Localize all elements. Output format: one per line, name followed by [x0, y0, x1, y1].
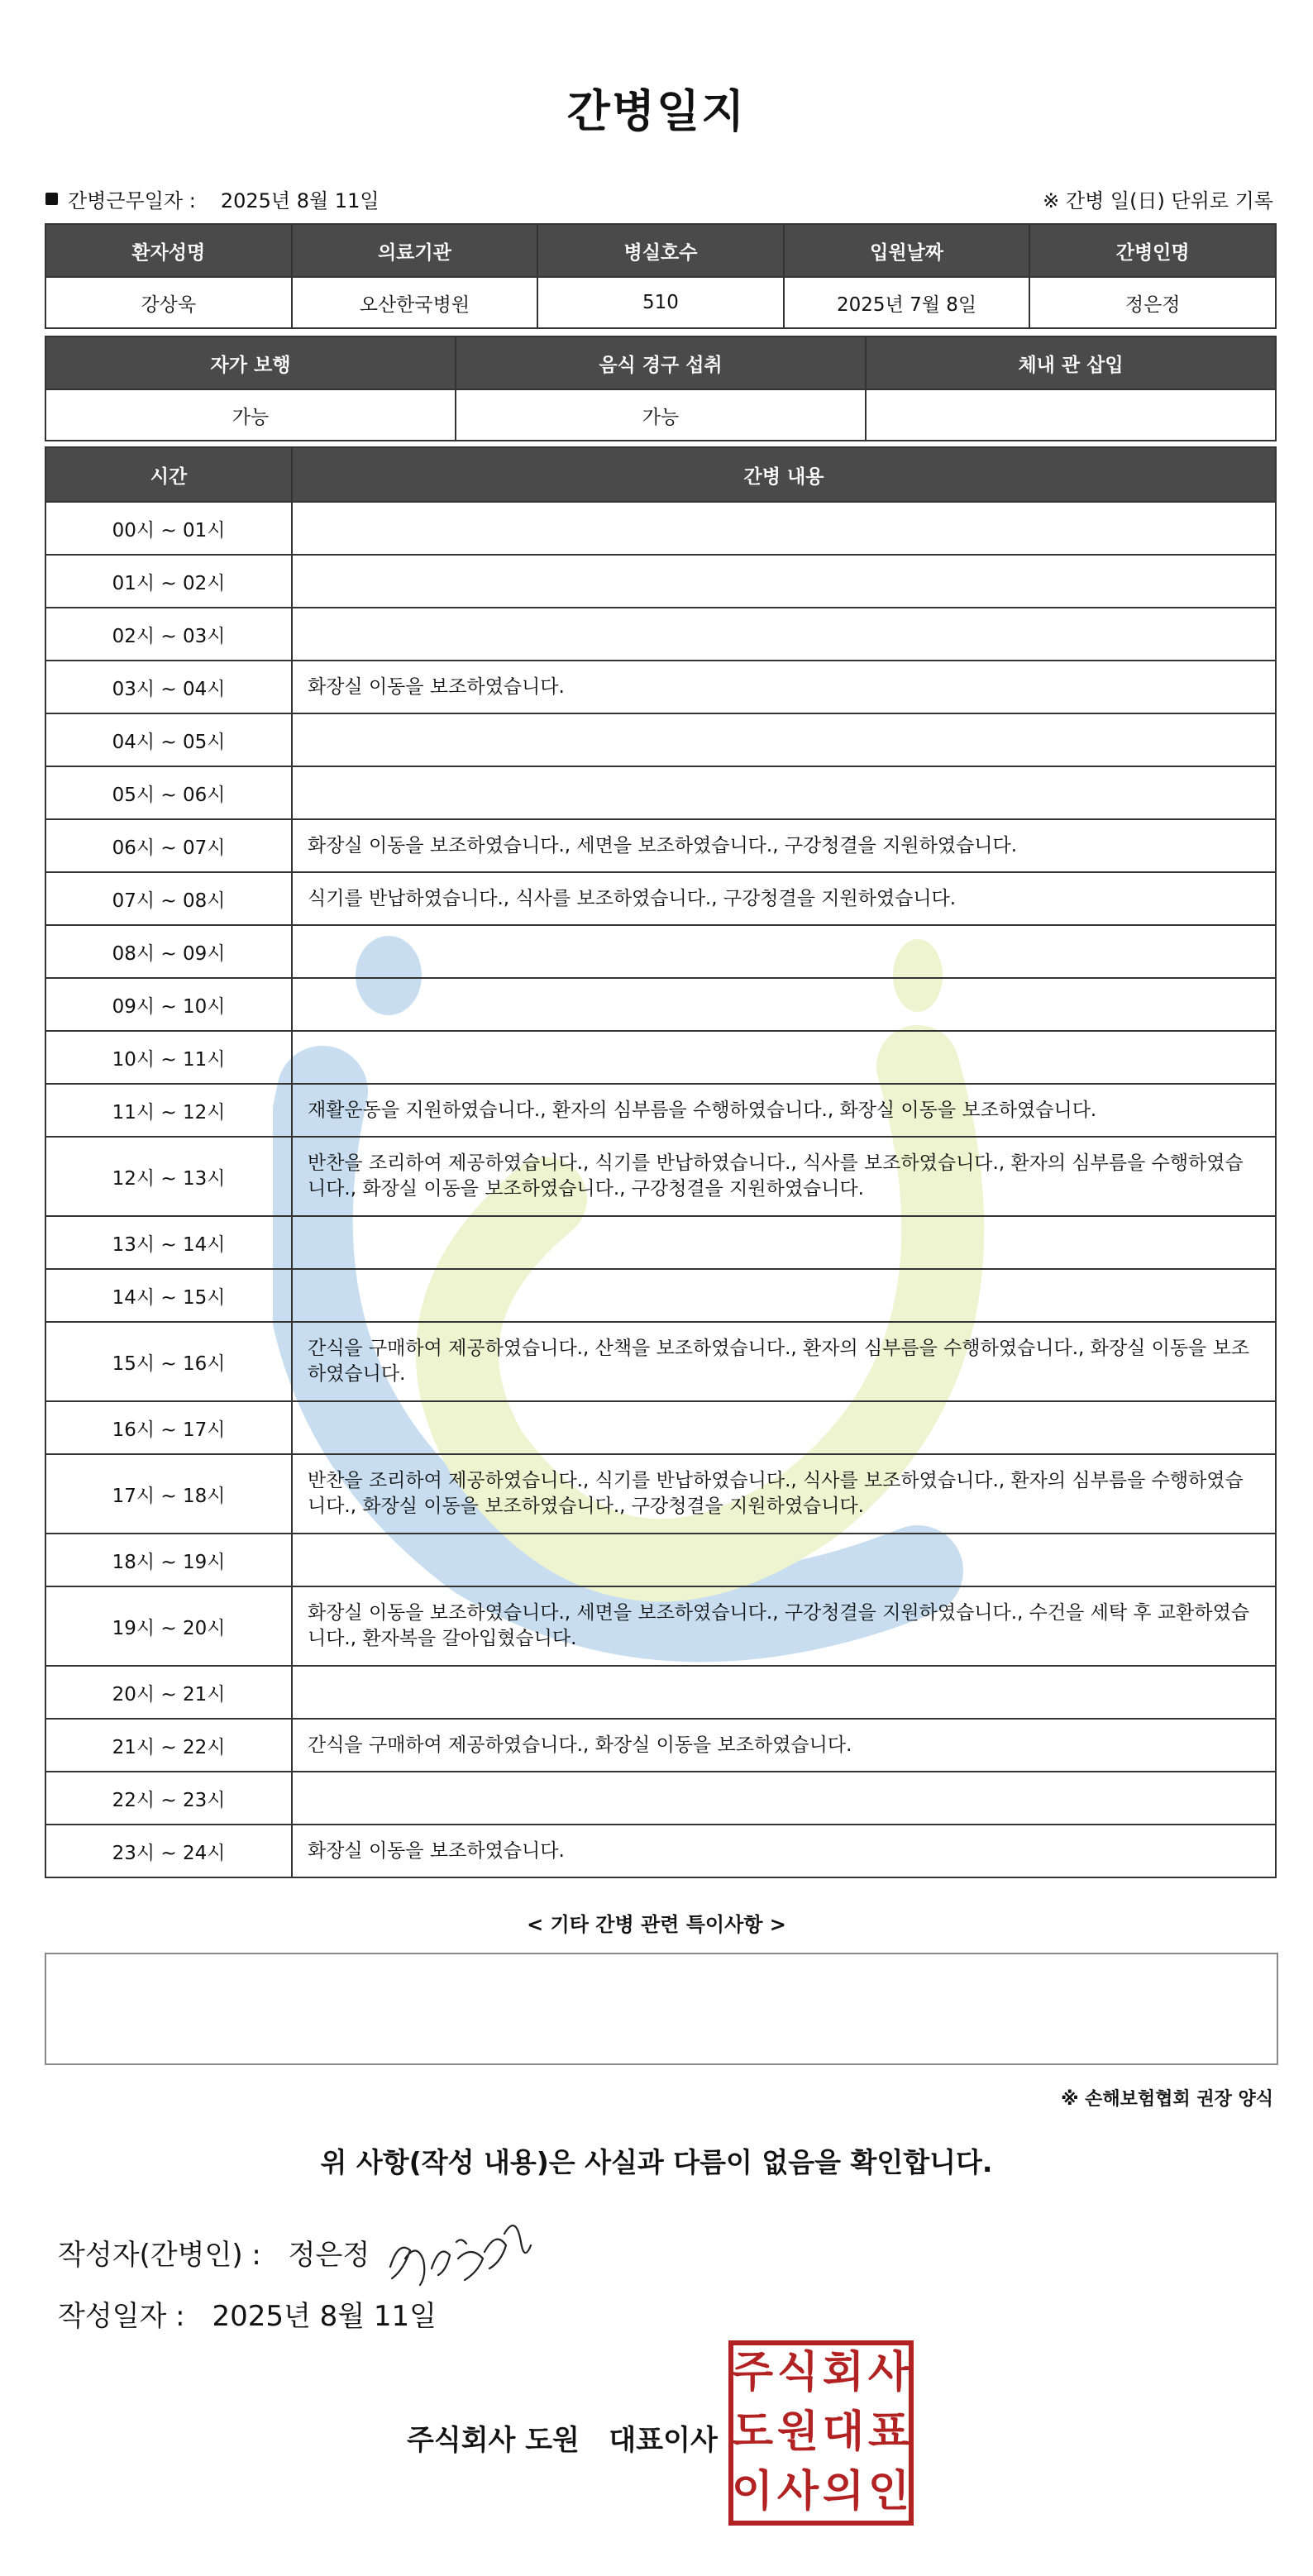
seal-glyph: 식 [776, 2348, 819, 2397]
self-walking-value: 가능 [45, 389, 456, 441]
log-content [292, 608, 1276, 661]
log-content [292, 1216, 1276, 1269]
seal-glyph: 표 [867, 2407, 910, 2457]
seal-glyph: 주 [731, 2348, 774, 2397]
company-seal-stamp [728, 2340, 914, 2526]
care-log-row [45, 502, 1276, 555]
log-content [292, 1401, 1276, 1454]
care-log-header-row [45, 447, 1276, 502]
log-content [292, 1269, 1276, 1322]
log-time: 18시 ~ 19시 [45, 1534, 292, 1586]
log-content [292, 502, 1276, 555]
log-content: 재활운동을 지원하였습니다., 환자의 심부름을 수행하였습니다., 화장실 이동을 보조하였습니다. [292, 1084, 1276, 1137]
caregiver-name: 정은정 [1029, 277, 1276, 328]
hospital-name: 오산한국병원 [292, 277, 538, 328]
document-title: 간병일지 [566, 85, 747, 137]
log-content [292, 1772, 1276, 1825]
care-log-row [45, 978, 1276, 1031]
log-time: 01시 ~ 02시 [45, 555, 292, 608]
header-oral-intake: 음식 경구 섭취 [456, 336, 866, 389]
handwritten-signature [380, 2209, 537, 2292]
log-time: 13시 ~ 14시 [45, 1216, 292, 1269]
care-log-body [45, 502, 1276, 1877]
seal-glyph: 이 [731, 2467, 774, 2516]
seal-glyph: 대 [822, 2407, 865, 2457]
care-log-row [45, 1031, 1276, 1084]
work-date-label: 간병근무일자 : [68, 188, 196, 212]
seal-glyph: 의 [822, 2467, 865, 2516]
care-log-row [45, 872, 1276, 925]
record-note: ※ 간병 일(日) 단위로 기록 [1043, 188, 1273, 212]
care-log-table [45, 446, 1277, 1878]
seal-glyph: 회 [822, 2348, 865, 2397]
writer-line [58, 2232, 370, 2273]
writer-name: 정은정 [288, 2239, 370, 2272]
care-log-row [45, 819, 1276, 872]
care-log-row [45, 925, 1276, 978]
seal-glyph: 인 [867, 2467, 910, 2516]
log-content: 반찬을 조리하여 제공하였습니다., 식기를 반납하였습니다., 식사를 보조하였습니다., 환자의 심부름을 수행하였습니다., 화장실 이동을 보조하였습니다., 구강청결을 지원하였습니다. [292, 1137, 1276, 1216]
patient-info-value-row [45, 277, 1276, 328]
care-log-row [45, 1401, 1276, 1454]
log-content: 화장실 이동을 보조하였습니다. [292, 1825, 1276, 1877]
header-time: 시간 [45, 447, 292, 502]
care-log-row [45, 713, 1276, 766]
header-care-content: 간병 내용 [292, 447, 1276, 502]
insurance-note: ※ 손해보험협회 권장 양식 [1061, 2089, 1273, 2110]
company-representative: 주식회사 도원 대표이사 [407, 2424, 718, 2457]
log-time: 08시 ~ 09시 [45, 925, 292, 978]
log-content: 식기를 반납하였습니다., 식사를 보조하였습니다., 구강청결을 지원하였습니다. [292, 872, 1276, 925]
log-time: 02시 ~ 03시 [45, 608, 292, 661]
care-log-row [45, 608, 1276, 661]
seal-glyph: 사 [867, 2348, 910, 2397]
care-log-row [45, 1719, 1276, 1772]
log-time: 07시 ~ 08시 [45, 872, 292, 925]
log-time: 11시 ~ 12시 [45, 1084, 292, 1137]
log-time: 04시 ~ 05시 [45, 713, 292, 766]
log-content: 반찬을 조리하여 제공하였습니다., 식기를 반납하였습니다., 식사를 보조하였습니다., 환자의 심부름을 수행하였습니다., 화장실 이동을 보조하였습니다., 구강청결을 지원하였습니다. [292, 1454, 1276, 1534]
log-time: 19시 ~ 20시 [45, 1586, 292, 1666]
log-content [292, 555, 1276, 608]
signature-stroke [390, 2225, 531, 2285]
care-log-row [45, 1534, 1276, 1586]
status-info-table [45, 336, 1277, 441]
care-log-row [45, 1666, 1276, 1719]
log-time: 20시 ~ 21시 [45, 1666, 292, 1719]
log-time: 05시 ~ 06시 [45, 766, 292, 819]
log-time: 17시 ~ 18시 [45, 1454, 292, 1534]
log-time: 14시 ~ 15시 [45, 1269, 292, 1322]
log-time: 10시 ~ 11시 [45, 1031, 292, 1084]
status-value-row [45, 389, 1276, 441]
work-date-value: 2025년 8월 11일 [220, 188, 380, 212]
oral-intake-value: 가능 [456, 389, 866, 441]
log-content [292, 1534, 1276, 1586]
care-log-row [45, 1772, 1276, 1825]
writer-label: 작성자(간병인) : [58, 2239, 261, 2272]
seal-glyphs [732, 2348, 910, 2516]
log-time: 03시 ~ 04시 [45, 661, 292, 713]
log-time: 15시 ~ 16시 [45, 1322, 292, 1401]
special-notes-box [45, 1953, 1278, 2065]
log-content: 화장실 이동을 보조하였습니다., 세면을 보조하였습니다., 구강청결을 지원하였습니다., 수건을 세탁 후 교환하였습니다., 환자복을 갈아입혔습니다. [292, 1586, 1276, 1666]
bullet-square-icon [45, 193, 58, 205]
date-value: 2025년 8월 11일 [212, 2300, 437, 2333]
header-caregiver-name: 간병인명 [1029, 224, 1276, 277]
care-log-row [45, 1454, 1276, 1534]
header-admission-date: 입원날짜 [784, 224, 1030, 277]
care-log-row [45, 1322, 1276, 1401]
log-content [292, 978, 1276, 1031]
care-log-row [45, 1137, 1276, 1216]
log-time: 12시 ~ 13시 [45, 1137, 292, 1216]
log-content: 간식을 구매하여 제공하였습니다., 산책을 보조하였습니다., 환자의 심부름을 수행하였습니다., 화장실 이동을 보조하였습니다. [292, 1322, 1276, 1401]
care-log-row [45, 1269, 1276, 1322]
patient-info-header-row [45, 224, 1276, 277]
log-content [292, 925, 1276, 978]
log-time: 23시 ~ 24시 [45, 1825, 292, 1877]
log-time: 22시 ~ 23시 [45, 1772, 292, 1825]
status-header-row [45, 336, 1276, 389]
care-log-row [45, 1216, 1276, 1269]
seal-glyph: 원 [776, 2407, 819, 2457]
care-log-row [45, 1084, 1276, 1137]
care-log-row [45, 766, 1276, 819]
confirmation-statement: 위 사항(작성 내용)은 사실과 다름이 없음을 확인합니다. [320, 2146, 993, 2178]
tube-insertion-value [866, 389, 1276, 441]
log-content: 화장실 이동을 보조하였습니다., 세면을 보조하였습니다., 구강청결을 지원하였습니다. [292, 819, 1276, 872]
header-hospital: 의료기관 [292, 224, 538, 277]
log-content [292, 713, 1276, 766]
seal-glyph: 도 [731, 2407, 774, 2457]
seal-glyph: 사 [776, 2467, 819, 2516]
log-content: 화장실 이동을 보조하였습니다. [292, 661, 1276, 713]
log-content [292, 1666, 1276, 1719]
date-label: 작성일자 : [58, 2300, 185, 2333]
patient-info-table [45, 223, 1277, 329]
header-patient-name: 환자성명 [45, 224, 292, 277]
date-line [58, 2293, 437, 2334]
log-time: 06시 ~ 07시 [45, 819, 292, 872]
care-log-row [45, 661, 1276, 713]
header-self-walking: 자가 보행 [45, 336, 456, 389]
log-content [292, 766, 1276, 819]
patient-name: 강상욱 [45, 277, 292, 328]
work-date-line [45, 182, 1273, 215]
log-content: 간식을 구매하여 제공하였습니다., 화장실 이동을 보조하였습니다. [292, 1719, 1276, 1772]
special-notes-title: < 기타 간병 관련 특이사항 > [527, 1913, 786, 1936]
header-room: 병실호수 [537, 224, 784, 277]
admission-date: 2025년 7월 8일 [784, 277, 1030, 328]
log-time: 09시 ~ 10시 [45, 978, 292, 1031]
header-tube-insertion: 체내 관 삽입 [866, 336, 1276, 389]
log-time: 00시 ~ 01시 [45, 502, 292, 555]
log-time: 16시 ~ 17시 [45, 1401, 292, 1454]
log-content [292, 1031, 1276, 1084]
care-log-row [45, 1586, 1276, 1666]
care-log-row [45, 555, 1276, 608]
care-log-row [45, 1825, 1276, 1877]
room-number: 510 [537, 277, 784, 328]
log-time: 21시 ~ 22시 [45, 1719, 292, 1772]
